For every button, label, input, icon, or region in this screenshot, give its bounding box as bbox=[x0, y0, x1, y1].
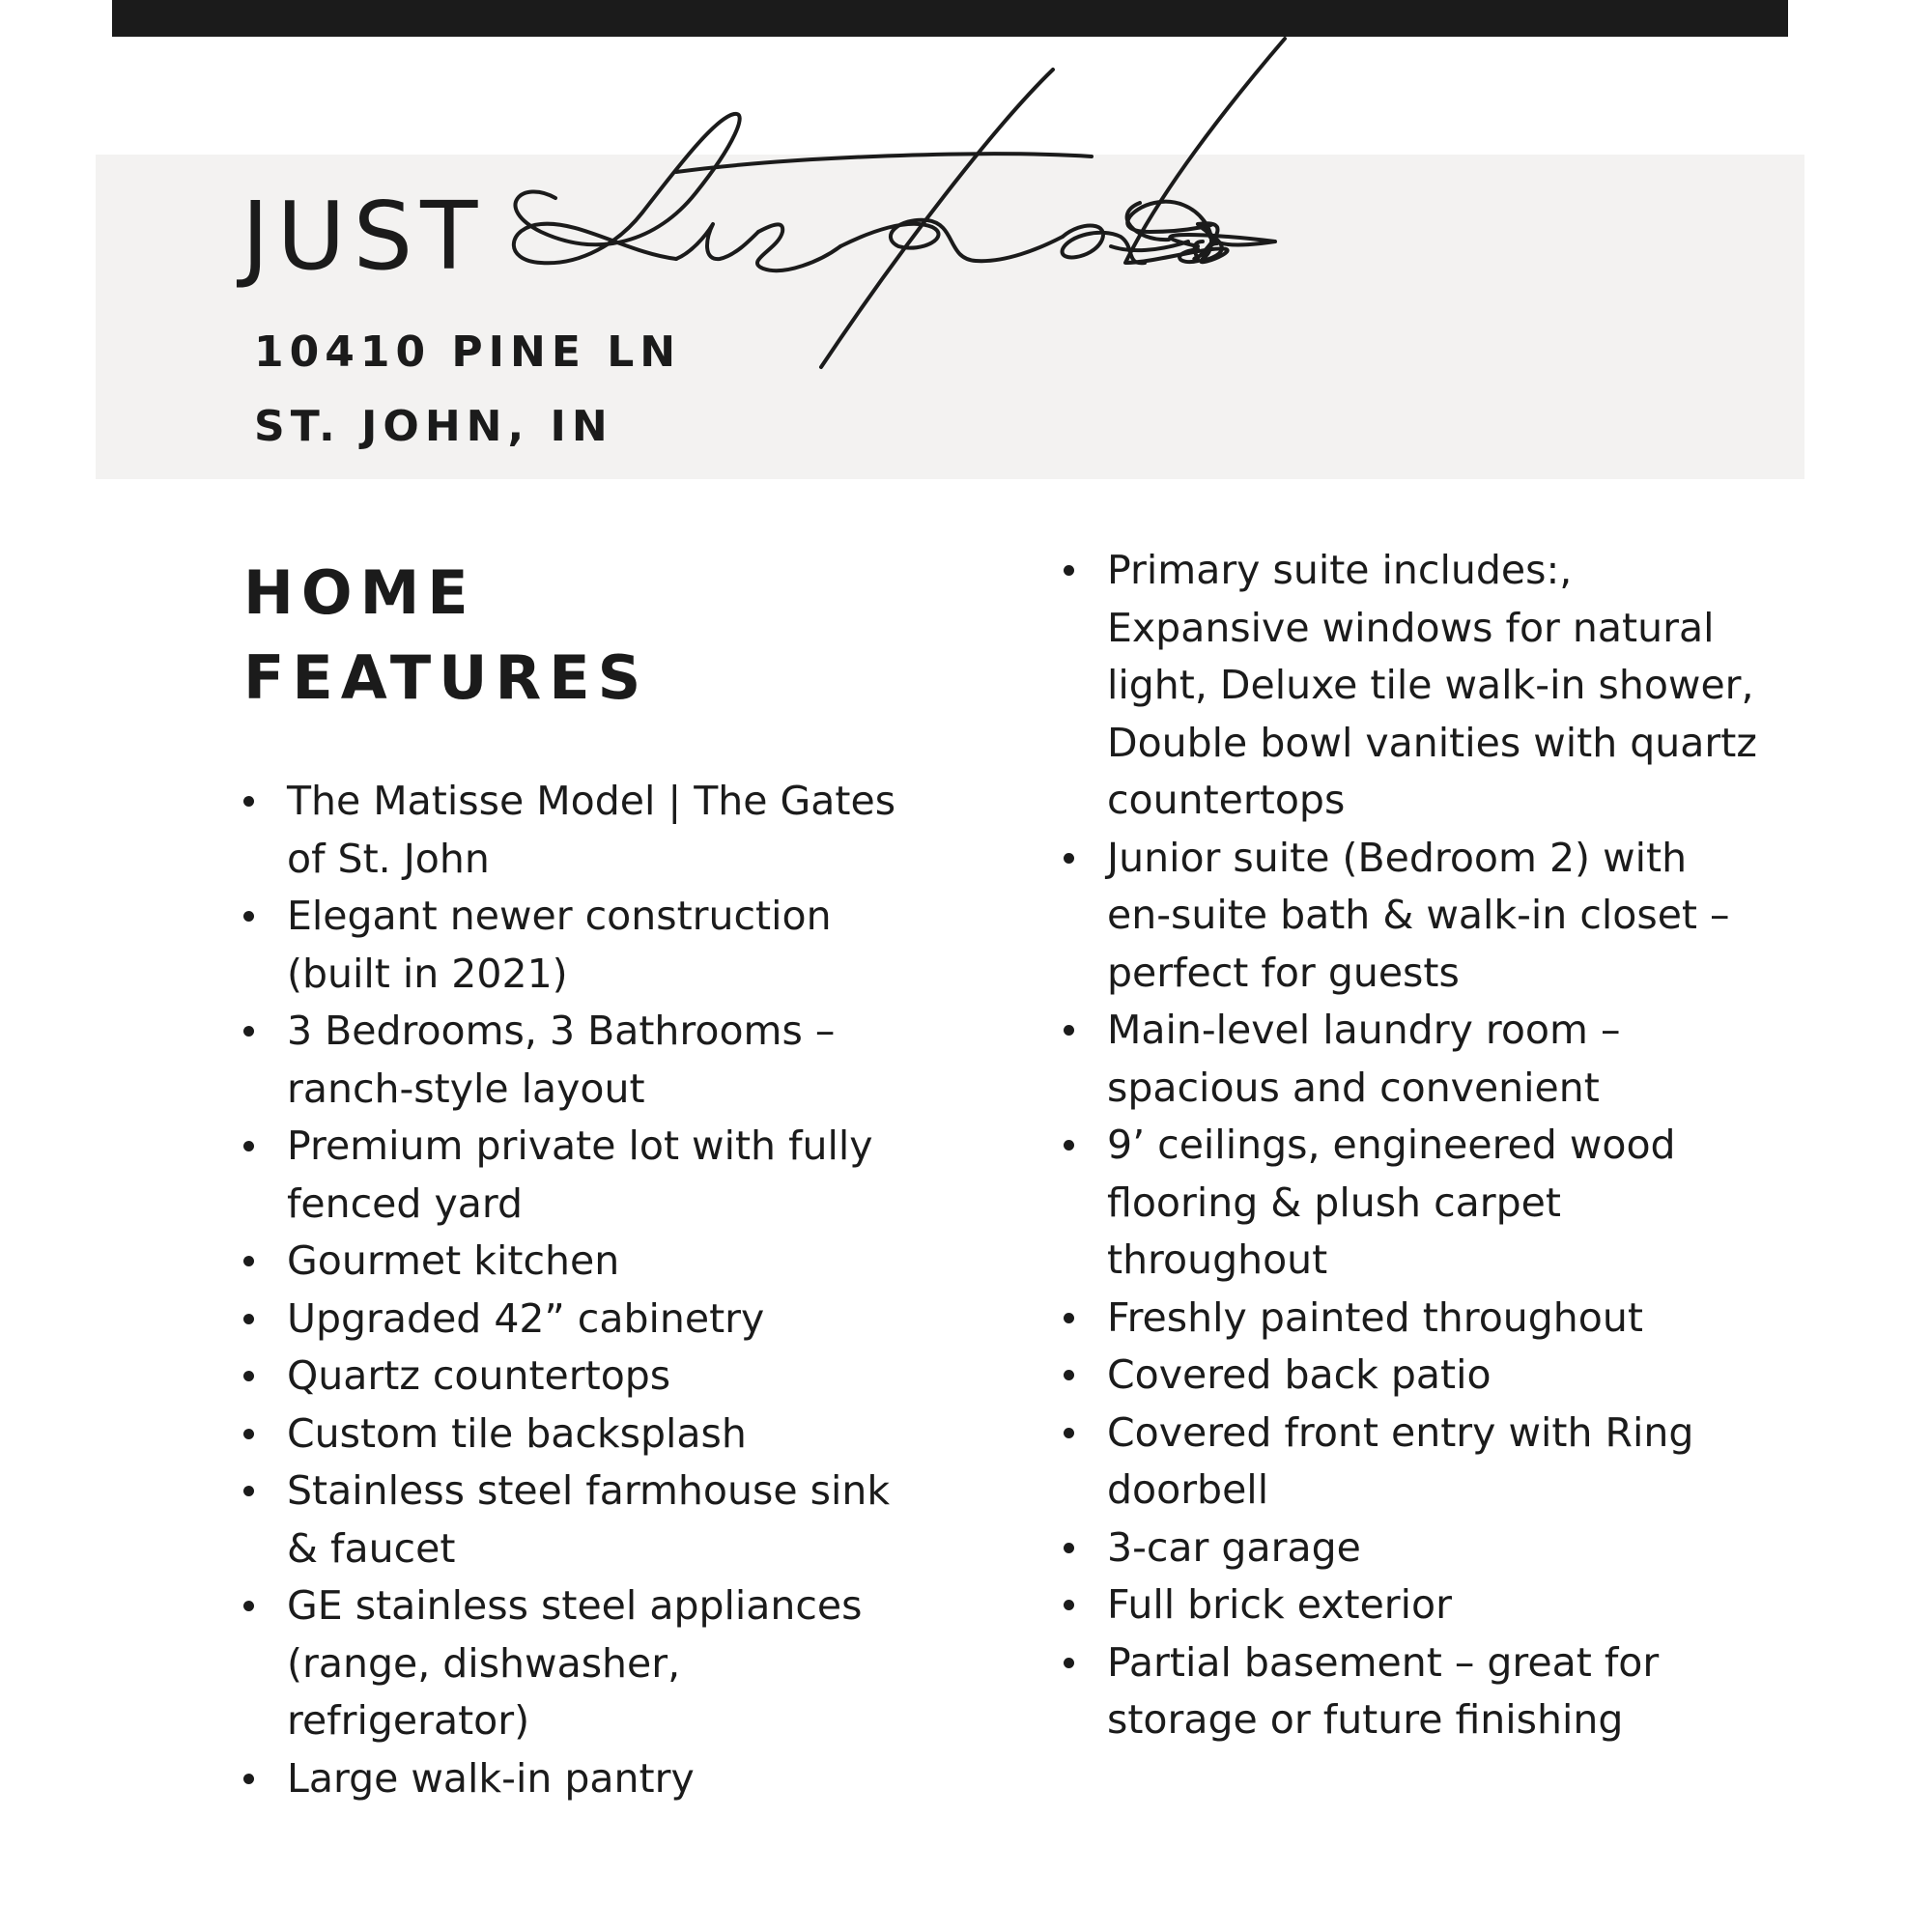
list-item: Elegant newer construction (built in 2021) bbox=[243, 888, 920, 1003]
home-features-title bbox=[243, 551, 648, 721]
list-item: Gourmet kitchen bbox=[243, 1233, 920, 1291]
list-item: Junior suite (Bedroom 2) with en-suite bath & walk-in closet – perfect for guests bbox=[1064, 830, 1759, 1003]
list-item: Premium private lot with fully fenced yard bbox=[243, 1118, 920, 1233]
list-item: The Matisse Model | The Gates of St. John bbox=[243, 773, 920, 888]
address-city: ST. JOHN, IN bbox=[254, 402, 613, 451]
list-item: Custom tile backsplash bbox=[243, 1406, 920, 1463]
list-item: 3 Bedrooms, 3 Bathrooms – ranch-style layout bbox=[243, 1003, 920, 1118]
list-item: Large walk-in pantry bbox=[243, 1750, 920, 1808]
list-item: Covered back patio bbox=[1064, 1347, 1759, 1405]
list-item: Covered front entry with Ring doorbell bbox=[1064, 1405, 1759, 1520]
title-line-1: HOME bbox=[243, 557, 476, 628]
list-item: GE stainless steel appliances (range, dishwasher, refrigerator) bbox=[243, 1577, 920, 1750]
list-item: Quartz countertops bbox=[243, 1348, 920, 1406]
title-line-2: FEATURES bbox=[243, 642, 649, 713]
list-item: Full brick exterior bbox=[1064, 1577, 1759, 1634]
list-item: Freshly painted throughout bbox=[1064, 1290, 1759, 1348]
list-item: Primary suite includes:, Expansive windows for natural light, Deluxe tile walk-in shower, Double bowl vanities with quartz countertops bbox=[1064, 542, 1759, 830]
list-item: Partial basement – great for storage or future finishing bbox=[1064, 1634, 1759, 1749]
list-item: Stainless steel farmhouse sink & faucet bbox=[243, 1463, 920, 1577]
address-street: 10410 PINE LN bbox=[254, 327, 682, 377]
list-item: 3-car garage bbox=[1064, 1520, 1759, 1577]
list-item: 9’ ceilings, engineered wood flooring & plush carpet throughout bbox=[1064, 1117, 1759, 1290]
list-item: Upgraded 42” cabinetry bbox=[243, 1291, 920, 1349]
feature-list-left bbox=[243, 773, 920, 1807]
top-accent-bar bbox=[112, 0, 1788, 37]
feature-list-right bbox=[1064, 542, 1759, 1749]
list-item: Main-level laundry room – spacious and convenient bbox=[1064, 1002, 1759, 1117]
just-heading: JUST bbox=[242, 182, 486, 291]
